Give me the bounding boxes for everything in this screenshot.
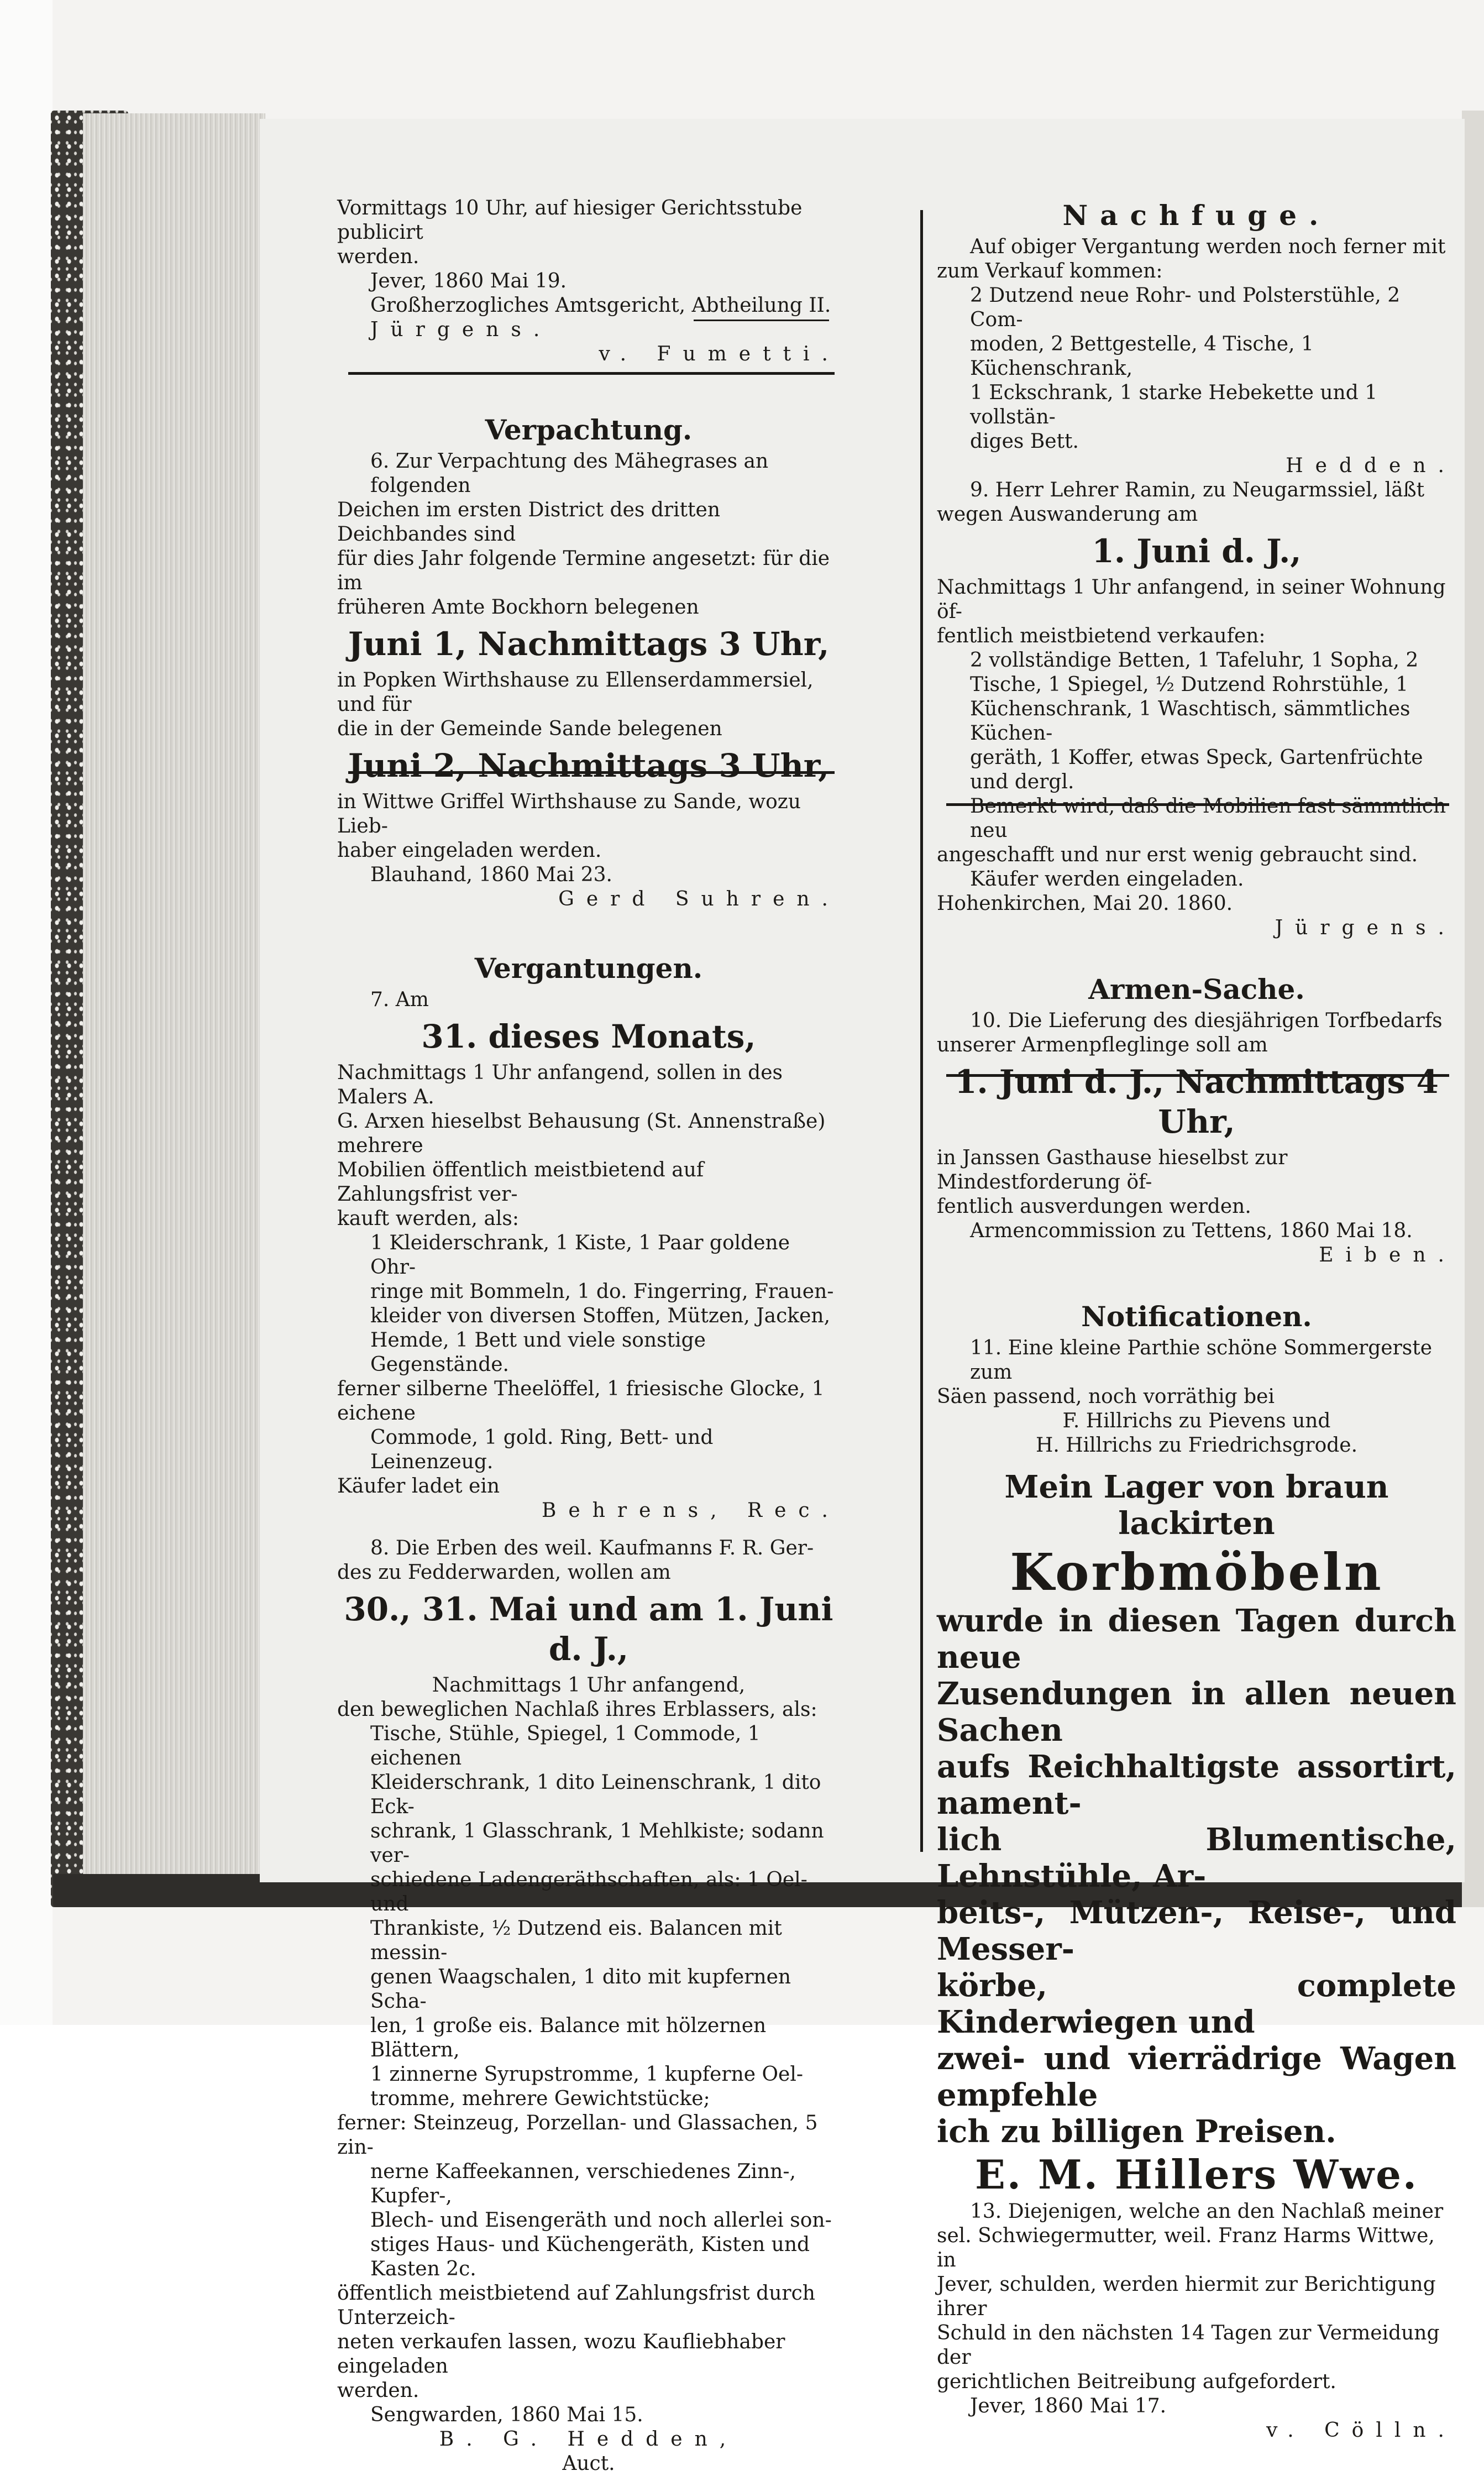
text-line: Deichen im ersten District des dritten Deichbandes sind (337, 499, 721, 546)
date-emphasis: 31. dieses Monats, (421, 1018, 756, 1055)
text-line: ringe mit Bommeln, 1 do. Fingerring, Frauen- (370, 1280, 834, 1303)
section-heading: Vergantungen. (474, 952, 703, 985)
text-line: Kasten 2c. (370, 2258, 476, 2280)
column-divider (920, 210, 923, 1852)
text-line: Nachmittags 1 Uhr anfangend, in seiner Wohnung öf- (937, 576, 1446, 623)
signature: Eiben. (1319, 1244, 1456, 1266)
advertisement-line: beits-, Mützen-, Reise-, und Messer- (937, 1894, 1456, 1967)
text-line: diges Bett. (970, 430, 1079, 453)
text-line: fentlich ausverdungen werden. (937, 1195, 1251, 1218)
text-line: 7. Am (370, 988, 429, 1011)
text-line: 1 Eckschrank, 1 starke Hebekette und 1 vollstän- (970, 381, 1378, 428)
left-column (337, 196, 840, 2476)
text-line: Jever, schulden, werden hiermit zur Berichtigung ihrer (937, 2273, 1436, 2320)
signature: Hedden. (1286, 454, 1456, 477)
date-emphasis: 1. Juni d. J., (1092, 532, 1302, 570)
authority: Großherzogliches Amtsgericht, Abtheilung II. (370, 294, 831, 317)
text-line: unserer Armenpfleglinge soll am (937, 1034, 1268, 1056)
text-line: geräth, 1 Koffer, etwas Speck, Gartenfrüchte (970, 746, 1423, 769)
text-line: 2 vollständige Betten, 1 Tafeluhr, 1 Sopha, 2 (970, 649, 1419, 672)
text-line: Kleiderschrank, 1 dito Leinenschrank, 1 dito Eck- (370, 1771, 821, 1818)
advertisement-title: Korbmöbeln (1010, 1542, 1383, 1602)
advertisement-signature: E. M. Hillers Wwe. (975, 2151, 1418, 2198)
text-line: len, 1 große eis. Balance mit hölzernen Blättern, (370, 2014, 767, 2061)
text-line: 8. Die Erben des weil. Kaufmanns F. R. Ger- (370, 1537, 814, 1559)
text-line: und dergl. (970, 771, 1074, 793)
text-line: Nachmittags 1 Uhr anfangend, sollen in des Malers A. (337, 1061, 783, 1108)
text-line: sel. Schwiegermutter, weil. Franz Harms Wittwe, in (937, 2224, 1435, 2271)
text-line: Nachmittags 1 Uhr anfangend, (432, 1674, 746, 1697)
signature: Jürgens. (1275, 917, 1456, 939)
signature: Jürgens. (370, 318, 552, 341)
text-line: 2 Dutzend neue Rohr- und Polsterstühle, 2 Com- (970, 284, 1401, 331)
place-date: Blauhand, 1860 Mai 23. (370, 863, 612, 886)
scan-margin (0, 0, 53, 2025)
text-line: zum Verkauf kommen: (937, 260, 1163, 282)
text-line: 10. Die Lieferung des diesjährigen Torfbedarfs (970, 1009, 1443, 1032)
place-date: Armencommission zu Tettens, 1860 Mai 18. (970, 1219, 1413, 1242)
place-date: Hohenkirchen, Mai 20. 1860. (937, 892, 1233, 915)
signature: v. Fumetti. (599, 343, 840, 365)
text-line: Käufer ladet ein (337, 1475, 500, 1498)
text-line: Mobilien öffentlich meistbietend auf Zahlungsfrist ver- (337, 1159, 704, 1206)
text-line: Bemerkt wird, daß die Mobilien fast sämmtlich neu (970, 795, 1446, 842)
text-line: wegen Auswanderung am (937, 503, 1198, 526)
text-line: H. Hillrichs zu Friedrichsgrode. (1035, 1434, 1358, 1457)
advertisement-line: wurde in diesen Tagen durch neue (937, 1603, 1456, 1676)
text-line: Vormittags 10 Uhr, auf hiesiger Gerichtsstube publicirt (337, 197, 803, 244)
text-line: kauft werden, als: (337, 1207, 520, 1230)
date-emphasis: 30., 31. Mai und am 1. Juni d. J., (344, 1590, 833, 1668)
text-line: früheren Amte Bockhorn belegenen (337, 596, 699, 619)
text-line: werden. (337, 245, 419, 268)
signature: Behrens, Rec. (541, 1499, 840, 1522)
text-line: kleider von diversen Stoffen, Mützen, Jacken, (370, 1305, 831, 1327)
text-line: nerne Kaffeekannen, verschiedenes Zinn-, Kupfer-, (370, 2160, 796, 2207)
text-line: F. Hillrichs zu Pievens und (1062, 1410, 1331, 1432)
text-line: Säen passend, noch vorräthig bei (937, 1385, 1275, 1408)
text-line: werden. (337, 2379, 419, 2402)
signature-title: Auct. (562, 2452, 615, 2475)
text-line: Hemde, 1 Bett und viele sonstige Gegenstände. (370, 1329, 706, 1376)
text-line: G. Arxen hieselbst Behausung (St. Annenstraße) mehrere (337, 1110, 826, 1157)
text-line: 1 Kleiderschrank, 1 Kiste, 1 Paar goldene Ohr- (370, 1232, 790, 1279)
text-line: haber eingeladen werden. (337, 839, 602, 862)
text-line: für dies Jahr folgende Termine angesetzt: für die im (337, 547, 830, 594)
date-emphasis: Juni 2, Nachmittags 3 Uhr, (348, 747, 830, 784)
text-line: Tische, 1 Spiegel, ½ Dutzend Rohrstühle, 1 (970, 673, 1409, 696)
text-line: tromme, mehrere Gewichtstücke; (370, 2087, 710, 2110)
next-page-edge (1462, 111, 1484, 1907)
text-line: moden, 2 Bettgestelle, 4 Tische, 1 Küchenschrank, (970, 333, 1314, 380)
place-date: Jever, 1860 Mai 17. (970, 2395, 1167, 2417)
text-line: Küchenschrank, 1 Waschtisch, sämmtliches Küchen- (970, 698, 1410, 745)
text-line: die in der Gemeinde Sande belegenen (337, 718, 722, 740)
text-line: in Popken Wirthshause zu Ellenserdammersiel, und für (337, 669, 814, 716)
advertisement-line: lich Blumentische, Lehnstühle, Ar- (937, 1821, 1456, 1894)
right-column (937, 196, 1456, 2443)
text-line: 1 zinnerne Syrupstromme, 1 kupferne Oel- (370, 2063, 804, 2086)
advertisement-line: Zusendungen in allen neuen Sachen (937, 1676, 1456, 1749)
text-line: schrank, 1 Glasschrank, 1 Mehlkiste; sodann ver- (370, 1820, 824, 1867)
section-heading: Verpachtung. (485, 413, 693, 446)
text-line: in Janssen Gasthause hieselbst zur Mindestforderung öf- (937, 1147, 1288, 1193)
text-line: Blech- und Eisengeräth und noch allerlei son- (370, 2209, 832, 2232)
text-line: Auf obiger Vergantung werden noch ferner mit (970, 235, 1446, 258)
text-line: 6. Zur Verpachtung des Mähegrases an folgenden (370, 450, 769, 497)
place-date: Jever, 1860 Mai 19. (370, 270, 567, 292)
section-heading: Nachfuge. (1062, 199, 1331, 232)
text-line: in Wittwe Griffel Wirthshause zu Sande, wozu Lieb- (337, 791, 801, 837)
text-line: Schuld in den nächsten 14 Tagen zur Vermeidung der (937, 2322, 1440, 2369)
section-heading: Armen-Sache. (1088, 973, 1305, 1006)
advertisement-line: Mein Lager von braun lackirten (1004, 1469, 1389, 1542)
page-stack-edges (83, 113, 265, 1882)
advertisement-line: aufs Reichhaltigste assortirt, nament- (937, 1749, 1456, 1821)
text-line: ferner: Steinzeug, Porzellan- und Glassachen, 5 zin- (337, 2112, 818, 2159)
advertisement-line: ich zu billigen Preisen. (937, 2113, 1336, 2150)
text-line: schiedene Ladengeräthschaften, als: 1 Oel- und (370, 1868, 807, 1915)
text-line: genen Waagschalen, 1 dito mit kupfernen Scha- (370, 1966, 791, 2013)
text-line: 11. Eine kleine Parthie schöne Sommergerste zum (970, 1337, 1433, 1384)
text-line: stiges Haus- und Küchengeräth, Kisten und (370, 2233, 810, 2256)
signature: Gerd Suhren. (558, 888, 840, 910)
text-line: Käufer werden eingeladen. (970, 868, 1244, 891)
advertisement-line: körbe, complete Kinderwiegen und (937, 1967, 1456, 2040)
text-line: 9. Herr Lehrer Ramin, zu Neugarmssiel, läßt (970, 479, 1425, 501)
place-date: Sengwarden, 1860 Mai 15. (370, 2404, 643, 2426)
text-line: Thrankiste, ½ Dutzend eis. Balancen mit messin- (370, 1917, 782, 1964)
text-line: den beweglichen Nachlaß ihres Erblassers, als: (337, 1698, 817, 1721)
date-emphasis: 1. Juni d. J., Nachmittags 4 Uhr, (955, 1063, 1439, 1140)
text-line: Tische, Stühle, Spiegel, 1 Commode, 1 eichenen (370, 1723, 761, 1770)
section-heading: Notificationen. (1081, 1300, 1312, 1333)
text-line: des zu Fedderwarden, wollen am (337, 1561, 671, 1584)
text-line: angeschafft und nur erst wenig gebraucht sind. (937, 844, 1418, 866)
text-line: Commode, 1 gold. Ring, Bett- und Leinenzeug. (370, 1426, 714, 1473)
text-line: gerichtlichen Beitreibung aufgefordert. (937, 2370, 1336, 2393)
text-line: öffentlich meistbietend auf Zahlungsfrist durch Unterzeich- (337, 2282, 815, 2329)
date-emphasis: Juni 1, Nachmittags 3 Uhr, (348, 625, 830, 663)
signature: B. G. Hedden, (439, 2428, 738, 2451)
text-line: neten verkaufen lassen, wozu Kaufliebhaber eingeladen (337, 2331, 785, 2378)
text-line: ferner silberne Theelöffel, 1 friesische Glocke, 1 eichene (337, 1378, 825, 1425)
advertisement-line: zwei- und vierrädrige Wagen empfehle (937, 2040, 1456, 2113)
text-line: 13. Diejenigen, welche an den Nachlaß meiner (970, 2200, 1444, 2223)
text-line: fentlich meistbietend verkaufen: (937, 625, 1266, 647)
signature: v. Cölln. (1266, 2419, 1456, 2442)
